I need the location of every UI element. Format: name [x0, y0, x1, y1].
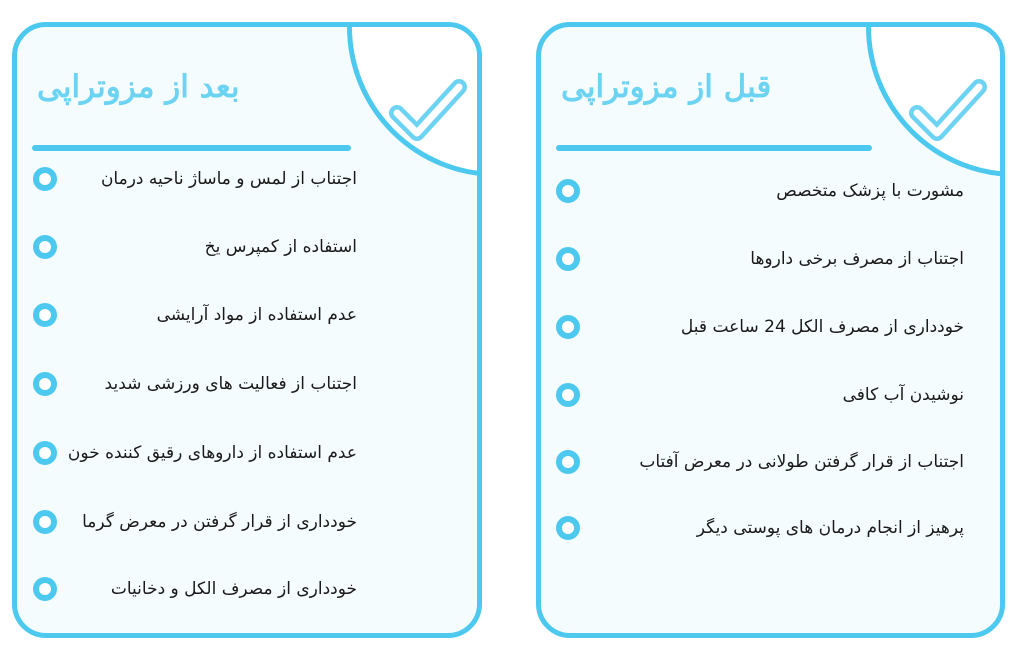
list-item — [17, 504, 477, 540]
list-item — [541, 510, 1000, 546]
ring-bullet-icon — [33, 167, 57, 191]
list-item — [541, 241, 1000, 277]
before-care-card — [536, 22, 1005, 638]
list-item-text: اجتناب از قرار گرفتن طولانی در معرض آفتاب — [639, 452, 964, 472]
list-item — [17, 229, 477, 265]
after-care-card — [12, 22, 482, 638]
list-item-text: عدم استفاده از مواد آرایشی — [156, 305, 357, 325]
checkmark-icon — [385, 73, 469, 143]
ring-bullet-icon — [556, 179, 580, 203]
ring-bullet-icon — [33, 510, 57, 534]
list-item-text: اجتناب از فعالیت های ورزشی شدید — [104, 374, 357, 394]
ring-bullet-icon — [33, 235, 57, 259]
list-item-text: خودداری از مصرف الکل و دخانیات — [110, 579, 357, 599]
ring-bullet-icon — [556, 247, 580, 271]
list-item-text: اجتناب از مصرف برخی داروها — [750, 249, 964, 269]
ring-bullet-icon — [33, 303, 57, 327]
list-item-text: استفاده از کمپرس یخ — [204, 237, 357, 257]
title-underline — [32, 145, 351, 151]
list-item — [541, 309, 1000, 345]
list-item — [541, 173, 1000, 209]
list-item — [17, 297, 477, 333]
ring-bullet-icon — [556, 383, 580, 407]
list-item — [17, 366, 477, 402]
ring-bullet-icon — [556, 516, 580, 540]
list-item-text: عدم استفاده از داروهای رقیق کننده خون — [67, 443, 357, 463]
list-item — [17, 435, 477, 471]
list-item-text: پرهیز از انجام درمان های پوستی دیگر — [696, 518, 964, 538]
list-item — [17, 161, 477, 197]
list-item-text: مشورت با پزشک متخصص — [776, 181, 964, 201]
ring-bullet-icon — [556, 315, 580, 339]
list-item — [541, 444, 1000, 480]
ring-bullet-icon — [33, 372, 57, 396]
title-underline — [556, 145, 872, 151]
after-title: بعد از مزوتراپی — [37, 69, 240, 105]
checkmark-icon — [905, 73, 989, 143]
list-item-text: خودداری از قرار گرفتن در معرض گرما — [82, 512, 357, 532]
list-item — [541, 377, 1000, 413]
before-title: قبل از مزوتراپی — [561, 69, 772, 105]
ring-bullet-icon — [556, 450, 580, 474]
list-item-text: خودداری از مصرف الکل 24 ساعت قبل — [680, 317, 964, 337]
ring-bullet-icon — [33, 441, 57, 465]
ring-bullet-icon — [33, 577, 57, 601]
list-item-text: نوشیدن آب کافی — [842, 385, 964, 405]
list-item-text: اجتناب از لمس و ماساژ ناحیه درمان — [100, 169, 357, 189]
list-item — [17, 571, 477, 607]
